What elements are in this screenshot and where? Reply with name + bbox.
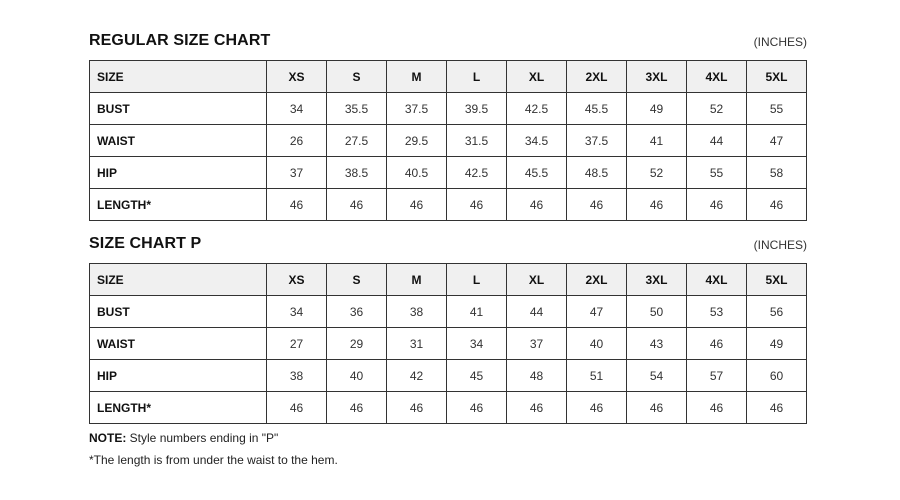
measurement-cell: 46 bbox=[627, 392, 687, 424]
size-header-cell: 3XL bbox=[627, 264, 687, 296]
size-header-cell: 2XL bbox=[567, 61, 627, 93]
row-label: BUST bbox=[90, 93, 267, 125]
regular-unit-label: (INCHES) bbox=[753, 35, 807, 49]
table-header-row bbox=[90, 61, 807, 93]
measurement-cell: 46 bbox=[387, 189, 447, 221]
measurement-cell: 48 bbox=[507, 360, 567, 392]
size-header-cell: 3XL bbox=[627, 61, 687, 93]
table-header-row bbox=[90, 264, 807, 296]
size-header-cell: 5XL bbox=[747, 264, 807, 296]
measurement-cell: 46 bbox=[627, 189, 687, 221]
table-row bbox=[90, 125, 807, 157]
measurement-cell: 55 bbox=[687, 157, 747, 189]
measurement-cell: 34 bbox=[267, 296, 327, 328]
measurement-cell: 45.5 bbox=[507, 157, 567, 189]
size-header-cell: M bbox=[387, 264, 447, 296]
measurement-cell: 41 bbox=[627, 125, 687, 157]
regular-size-table bbox=[89, 60, 807, 221]
row-label: BUST bbox=[90, 296, 267, 328]
row-label: LENGTH* bbox=[90, 189, 267, 221]
measurement-cell: 55 bbox=[747, 93, 807, 125]
measurement-cell: 46 bbox=[747, 392, 807, 424]
notes bbox=[89, 431, 338, 475]
measurement-cell: 26 bbox=[267, 125, 327, 157]
length-note: *The length is from under the waist to the hem. bbox=[89, 453, 338, 467]
measurement-cell: 52 bbox=[627, 157, 687, 189]
table-row bbox=[90, 360, 807, 392]
regular-size-chart-section bbox=[89, 32, 807, 221]
petite-size-table bbox=[89, 263, 807, 424]
size-header-cell: 2XL bbox=[567, 264, 627, 296]
measurement-cell: 45.5 bbox=[567, 93, 627, 125]
petite-unit-label: (INCHES) bbox=[753, 238, 807, 252]
petite-size-chart-section bbox=[89, 235, 807, 424]
measurement-cell: 42 bbox=[387, 360, 447, 392]
table-row bbox=[90, 328, 807, 360]
measurement-cell: 57 bbox=[687, 360, 747, 392]
measurement-cell: 27 bbox=[267, 328, 327, 360]
measurement-cell: 34 bbox=[267, 93, 327, 125]
size-header-cell: S bbox=[327, 264, 387, 296]
measurement-cell: 40.5 bbox=[387, 157, 447, 189]
measurement-cell: 49 bbox=[747, 328, 807, 360]
measurement-cell: 38.5 bbox=[327, 157, 387, 189]
size-header-cell: XS bbox=[267, 264, 327, 296]
size-column-header: SIZE bbox=[90, 61, 267, 93]
measurement-cell: 46 bbox=[387, 392, 447, 424]
measurement-cell: 44 bbox=[507, 296, 567, 328]
measurement-cell: 37 bbox=[507, 328, 567, 360]
measurement-cell: 46 bbox=[747, 189, 807, 221]
table-row bbox=[90, 296, 807, 328]
measurement-cell: 42.5 bbox=[447, 157, 507, 189]
table-row bbox=[90, 392, 807, 424]
measurement-cell: 40 bbox=[327, 360, 387, 392]
measurement-cell: 40 bbox=[567, 328, 627, 360]
row-label: HIP bbox=[90, 360, 267, 392]
measurement-cell: 43 bbox=[627, 328, 687, 360]
table-row bbox=[90, 189, 807, 221]
measurement-cell: 49 bbox=[627, 93, 687, 125]
measurement-cell: 39.5 bbox=[447, 93, 507, 125]
measurement-cell: 46 bbox=[267, 392, 327, 424]
measurement-cell: 31 bbox=[387, 328, 447, 360]
measurement-cell: 54 bbox=[627, 360, 687, 392]
table-row bbox=[90, 157, 807, 189]
measurement-cell: 31.5 bbox=[447, 125, 507, 157]
regular-size-chart-title: REGULAR SIZE CHART bbox=[89, 32, 271, 49]
row-label: WAIST bbox=[90, 328, 267, 360]
measurement-cell: 47 bbox=[567, 296, 627, 328]
size-header-cell: 4XL bbox=[687, 264, 747, 296]
measurement-cell: 53 bbox=[687, 296, 747, 328]
measurement-cell: 42.5 bbox=[507, 93, 567, 125]
size-header-cell: M bbox=[387, 61, 447, 93]
measurement-cell: 46 bbox=[447, 189, 507, 221]
measurement-cell: 60 bbox=[747, 360, 807, 392]
measurement-cell: 50 bbox=[627, 296, 687, 328]
measurement-cell: 29 bbox=[327, 328, 387, 360]
measurement-cell: 44 bbox=[687, 125, 747, 157]
measurement-cell: 56 bbox=[747, 296, 807, 328]
measurement-cell: 46 bbox=[507, 189, 567, 221]
size-header-cell: L bbox=[447, 264, 507, 296]
row-label: LENGTH* bbox=[90, 392, 267, 424]
measurement-cell: 36 bbox=[327, 296, 387, 328]
measurement-cell: 34.5 bbox=[507, 125, 567, 157]
measurement-cell: 47 bbox=[747, 125, 807, 157]
size-header-cell: XS bbox=[267, 61, 327, 93]
measurement-cell: 52 bbox=[687, 93, 747, 125]
row-label: HIP bbox=[90, 157, 267, 189]
size-header-cell: 4XL bbox=[687, 61, 747, 93]
size-header-cell: XL bbox=[507, 264, 567, 296]
petite-size-chart-title: SIZE CHART P bbox=[89, 235, 202, 252]
measurement-cell: 38 bbox=[267, 360, 327, 392]
measurement-cell: 58 bbox=[747, 157, 807, 189]
row-label: WAIST bbox=[90, 125, 267, 157]
measurement-cell: 38 bbox=[387, 296, 447, 328]
measurement-cell: 37.5 bbox=[567, 125, 627, 157]
measurement-cell: 46 bbox=[327, 189, 387, 221]
measurement-cell: 45 bbox=[447, 360, 507, 392]
note-label: NOTE: bbox=[89, 431, 127, 445]
size-column-header: SIZE bbox=[90, 264, 267, 296]
size-header-cell: S bbox=[327, 61, 387, 93]
measurement-cell: 46 bbox=[687, 328, 747, 360]
measurement-cell: 46 bbox=[687, 392, 747, 424]
measurement-cell: 37.5 bbox=[387, 93, 447, 125]
measurement-cell: 35.5 bbox=[327, 93, 387, 125]
measurement-cell: 46 bbox=[687, 189, 747, 221]
measurement-cell: 41 bbox=[447, 296, 507, 328]
petite-size-chart-header bbox=[89, 235, 807, 263]
measurement-cell: 46 bbox=[447, 392, 507, 424]
measurement-cell: 46 bbox=[567, 189, 627, 221]
measurement-cell: 46 bbox=[327, 392, 387, 424]
measurement-cell: 46 bbox=[507, 392, 567, 424]
measurement-cell: 37 bbox=[267, 157, 327, 189]
measurement-cell: 34 bbox=[447, 328, 507, 360]
regular-size-chart-header bbox=[89, 32, 807, 60]
measurement-cell: 29.5 bbox=[387, 125, 447, 157]
size-header-cell: XL bbox=[507, 61, 567, 93]
size-header-cell: L bbox=[447, 61, 507, 93]
measurement-cell: 27.5 bbox=[327, 125, 387, 157]
note-text: Style numbers ending in "P" bbox=[126, 431, 279, 445]
measurement-cell: 46 bbox=[267, 189, 327, 221]
measurement-cell: 51 bbox=[567, 360, 627, 392]
size-header-cell: 5XL bbox=[747, 61, 807, 93]
table-row bbox=[90, 93, 807, 125]
style-note bbox=[89, 431, 338, 453]
measurement-cell: 46 bbox=[567, 392, 627, 424]
measurement-cell: 48.5 bbox=[567, 157, 627, 189]
